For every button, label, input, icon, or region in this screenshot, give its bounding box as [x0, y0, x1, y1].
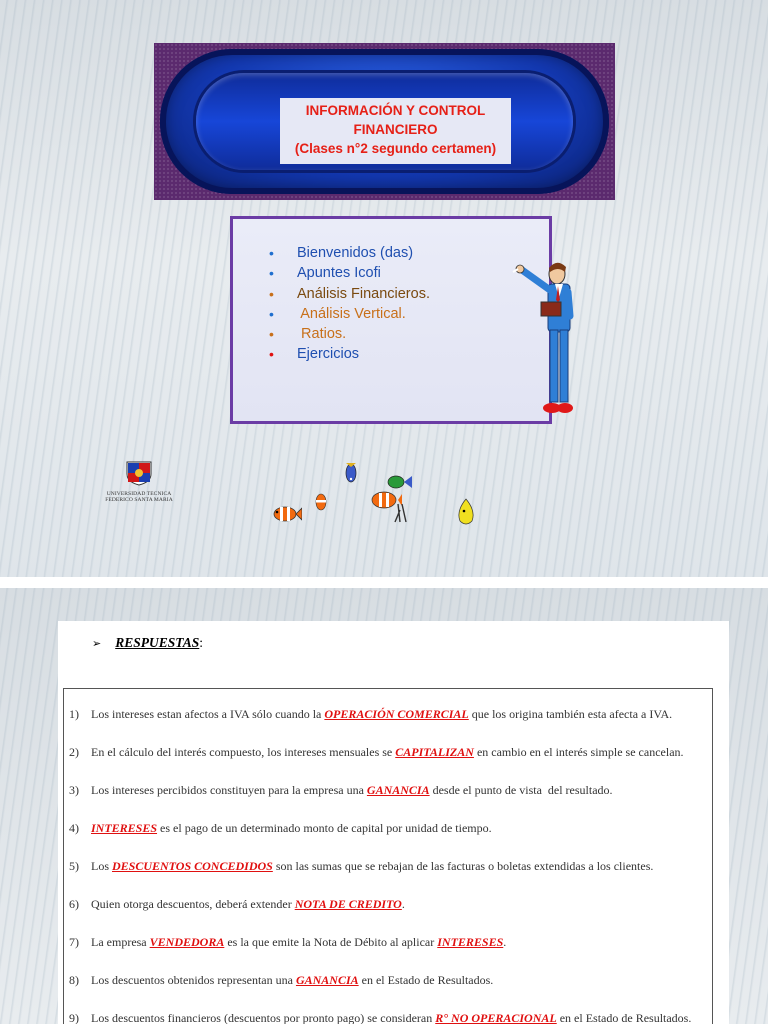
answer-text: en el Estado de Resultados.: [358, 973, 494, 987]
answer-item: [69, 897, 405, 912]
answer-keyword: GANANCIA: [295, 973, 359, 987]
answer-number: 7): [69, 935, 79, 949]
answers-heading: [92, 635, 203, 651]
answer-text: en el Estado de Resultados.: [556, 1011, 692, 1024]
bullet-icon: •: [269, 245, 274, 261]
answer-keyword: OPERACIÓN COMERCIAL: [324, 707, 469, 721]
answer-text: son las sumas que se rebajan de las facturas o boletas extendidas a los clientes.: [272, 859, 654, 873]
answer-text: .: [503, 935, 507, 949]
answer-text: que los origina también esta afecta a IVA.: [468, 707, 673, 721]
slide-answers: [0, 588, 768, 1024]
topics-box: [230, 216, 552, 424]
answer-keyword: VENDEDORA: [149, 935, 225, 949]
topics-list: [269, 243, 430, 365]
answer-text: es el pago de un determinado monto de capital por unidad de tiempo.: [157, 821, 492, 835]
topic-item: [269, 324, 430, 344]
answer-item: [69, 821, 492, 836]
university-logo: [104, 460, 174, 503]
answer-item: [69, 973, 493, 988]
bullet-icon: •: [269, 305, 274, 322]
topic-item: [269, 284, 430, 304]
answer-number: 6): [69, 897, 79, 911]
answer-number: 4): [69, 821, 79, 835]
answer-item: [69, 707, 672, 722]
teacher-illustration: [508, 258, 578, 418]
topic-item: [269, 243, 430, 263]
topic-label: Ratios.: [297, 326, 347, 343]
answer-keyword: DESCUENTOS CONCEDIDOS: [112, 859, 273, 873]
answer-number: 2): [69, 745, 79, 759]
title-line-3: (Clases n°2 segundo certamen): [294, 141, 497, 156]
title-line-1: INFORMACIÓN Y CONTROL: [305, 103, 486, 118]
answers-document: [58, 621, 729, 1024]
arrow-bullet-icon: ➢: [92, 638, 102, 650]
answer-item: [69, 783, 613, 798]
answer-text: Los descuentos financieros (descuentos por pronto pago) se consideran: [91, 1011, 436, 1024]
answer-text: desde el punto de vista del resultado.: [429, 783, 613, 797]
topic-label: Apuntes Icofi: [297, 265, 381, 282]
answer-item: [69, 935, 506, 950]
title-line-2: FINANCIERO: [353, 122, 438, 137]
blue-fish-icon: [342, 459, 360, 485]
answer-number: 9): [69, 1011, 79, 1024]
answer-text: Los: [91, 859, 112, 873]
answer-item: [69, 1011, 691, 1024]
answer-keyword: INTERESES: [91, 821, 158, 835]
answer-text: Los intereses estan afectos a IVA sólo cuando la: [91, 707, 325, 721]
topic-label: Ejercicios: [297, 346, 360, 363]
answer-item: [69, 745, 684, 760]
topic-item: [269, 263, 430, 283]
answer-number: 5): [69, 859, 79, 873]
answer-number: 3): [69, 783, 79, 797]
answer-text: Quien otorga descuentos, deberá extender: [91, 897, 295, 911]
bullet-icon: •: [269, 285, 274, 302]
answers-box: [63, 688, 713, 1024]
answer-text: La empresa: [91, 935, 150, 949]
answer-keyword: CAPITALIZAN: [395, 745, 474, 759]
answers-heading-suffix: :: [199, 635, 204, 650]
answer-text: Los intereses percibidos constituyen para la empresa una: [91, 783, 367, 797]
yellow-fish-icon: [454, 497, 478, 527]
answer-keyword: GANANCIA: [366, 783, 430, 797]
bullet-icon: •: [269, 346, 274, 363]
small-fish-icon: [313, 491, 329, 513]
answer-text: .: [401, 897, 405, 911]
slide-title-text: [280, 98, 511, 164]
topic-item: [269, 344, 430, 364]
topic-label: Análisis Vertical.: [297, 305, 406, 322]
answer-keyword: R° NO OPERACIONAL: [435, 1011, 557, 1024]
topic-label: Análisis Financieros.: [297, 285, 430, 302]
logo-line-2: FEDERICO SANTA MARIA: [105, 497, 173, 503]
answer-number: 1): [69, 707, 79, 721]
answers-heading-label: RESPUESTAS: [115, 635, 200, 650]
answer-keyword: NOTA DE CREDITO: [294, 897, 402, 911]
answer-text: En el cálculo del interés compuesto, los intereses mensuales se: [91, 745, 396, 759]
topic-item: [269, 304, 430, 324]
bullet-icon: •: [269, 326, 274, 343]
topic-label: Bienvenidos (das): [297, 245, 414, 261]
university-crest-icon: [125, 460, 153, 486]
answer-text: en cambio en el interés simple se cancelan.: [473, 745, 684, 759]
answer-text: Los descuentos obtenidos representan una: [91, 973, 296, 987]
answer-keyword: INTERESES: [437, 935, 504, 949]
answer-number: 8): [69, 973, 79, 987]
clownfish-icon: [270, 503, 302, 525]
answer-text: es la que emite la Nota de Débito al aplicar: [224, 935, 438, 949]
answer-item: [69, 859, 653, 874]
fish-group-icon: [368, 470, 414, 524]
logo-line-1: UNIVERSIDAD TECNICA: [106, 491, 172, 497]
bullet-icon: •: [269, 265, 274, 282]
